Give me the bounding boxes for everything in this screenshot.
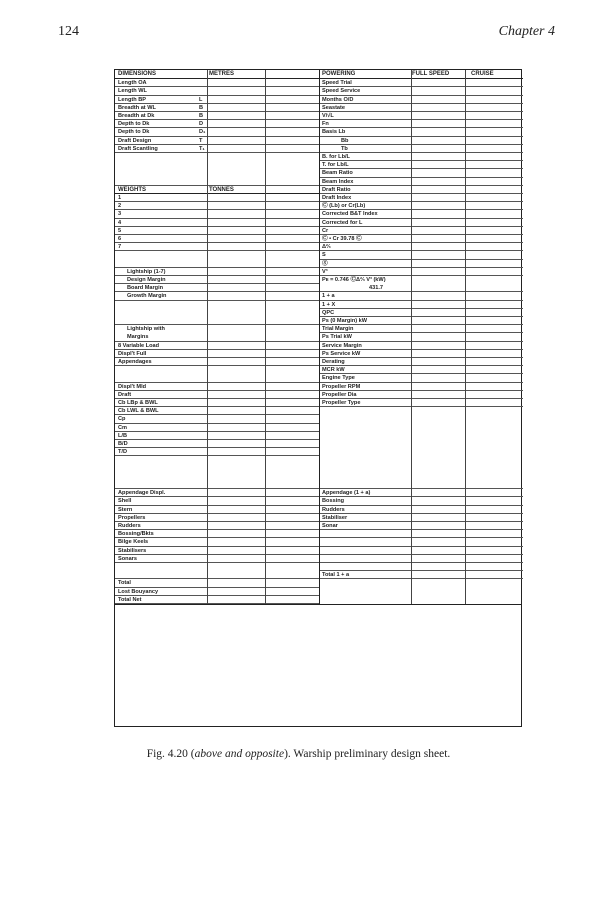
row-label: Growth Margin xyxy=(127,293,167,300)
row-label: V³ xyxy=(322,268,328,275)
table-row xyxy=(115,391,319,399)
table-row xyxy=(319,120,523,128)
table-row xyxy=(319,169,523,177)
table-row xyxy=(115,538,319,546)
table-row xyxy=(115,571,319,579)
table-row xyxy=(319,161,523,169)
row-label: 7 xyxy=(118,244,122,251)
table-row xyxy=(115,219,319,227)
table-row xyxy=(319,235,523,243)
table-row xyxy=(319,497,523,505)
table-row xyxy=(319,137,523,145)
table-row xyxy=(115,588,319,596)
table-row xyxy=(319,276,523,284)
table-row xyxy=(115,243,319,251)
table-row xyxy=(319,112,523,120)
row-label: Stern xyxy=(118,506,133,513)
row-label: T. for Lb/L xyxy=(322,162,349,169)
row-label: Design Margin xyxy=(127,277,166,283)
row-label: Cr xyxy=(322,227,329,234)
row-label: Bb xyxy=(341,137,349,144)
row-symbol: B xyxy=(199,113,204,119)
row-label: Speed Service xyxy=(322,88,361,95)
table-row xyxy=(115,530,319,538)
table-row xyxy=(319,128,523,136)
table-row xyxy=(319,79,523,87)
row-label: Propeller Dia xyxy=(322,391,357,398)
row-label: Ⓢ xyxy=(322,260,328,267)
row-label: Draft Index xyxy=(322,195,352,201)
row-label: Cm xyxy=(118,424,128,431)
table-bottom-rule xyxy=(115,604,521,605)
row-label: 431.7 xyxy=(369,285,383,292)
cruise-header: CRUISE xyxy=(471,71,494,77)
row-symbol: T xyxy=(199,137,203,144)
row-label: Rudders xyxy=(322,506,345,513)
row-label: Length OA xyxy=(118,80,147,87)
table-row xyxy=(115,374,319,382)
row-label: Corrected B&T Index xyxy=(322,211,378,218)
row-label: 2 xyxy=(118,203,122,210)
table-row xyxy=(319,301,523,309)
table-row xyxy=(319,194,523,202)
row-label: Draft Design xyxy=(118,137,152,144)
row-label: MCR kW xyxy=(322,367,345,374)
table-row xyxy=(115,383,319,391)
table-row xyxy=(319,374,523,382)
row-label: Service Margin xyxy=(322,342,362,349)
row-label: Propeller RPM xyxy=(322,383,361,390)
row-label: Displ't Mld xyxy=(118,383,147,390)
table-row xyxy=(115,120,319,128)
table-row xyxy=(319,350,523,358)
row-label: 1 xyxy=(118,195,122,201)
table-row xyxy=(115,424,319,432)
tonnes-header: TONNES xyxy=(209,186,234,193)
table-row xyxy=(319,391,523,399)
row-symbol: T₁ xyxy=(199,145,205,152)
row-symbol: D xyxy=(199,121,204,128)
table-row xyxy=(319,383,523,391)
row-label: Lightship with xyxy=(127,326,165,333)
row-label: T/D xyxy=(118,449,128,456)
table-row xyxy=(115,292,319,300)
row-label: Cb LWL & BWL xyxy=(118,408,159,415)
row-label: Propeller Type xyxy=(322,400,361,406)
table-row xyxy=(115,325,319,333)
row-label: 1 + X xyxy=(322,301,336,308)
row-label: Appendage Displ. xyxy=(118,490,166,497)
page-number: 124 xyxy=(58,24,79,39)
table-row xyxy=(319,563,523,571)
design-sheet xyxy=(114,69,522,727)
table-row xyxy=(319,571,523,579)
row-label: Months O/D xyxy=(322,96,354,103)
row-label: Depth to Dk xyxy=(118,121,150,128)
row-label: Shell xyxy=(118,498,132,505)
row-label: 5 xyxy=(118,227,122,234)
row-label: Seastate xyxy=(322,104,346,111)
row-label: Rudders xyxy=(118,523,141,529)
table-row xyxy=(115,276,319,284)
row-label: Board Margin xyxy=(127,285,164,292)
table-row xyxy=(115,284,319,292)
table-row xyxy=(319,219,523,227)
table-row xyxy=(115,342,319,350)
table-row xyxy=(115,415,319,423)
table-row xyxy=(319,399,523,407)
row-label: 4 xyxy=(118,219,122,226)
row-label: Engine Type xyxy=(322,375,355,382)
table-row xyxy=(115,202,319,210)
table-divider xyxy=(465,70,466,604)
row-label: Ps Service kW xyxy=(322,350,361,357)
row-label: 3 xyxy=(118,211,122,218)
row-label: Length BP xyxy=(118,96,146,103)
table-row xyxy=(319,251,523,259)
row-label: Cb LBp & BWL xyxy=(118,400,158,406)
table-row xyxy=(115,79,319,87)
table-row xyxy=(115,87,319,95)
row-label: Ⓒ • Cr 39.78 Ⓒ xyxy=(322,236,362,242)
row-label: V/√L xyxy=(322,113,334,119)
table-row xyxy=(319,292,523,300)
table-row xyxy=(115,547,319,555)
row-label: Draft Scantling xyxy=(118,145,158,152)
row-label: Basis Lb xyxy=(322,129,346,136)
row-label: Tb xyxy=(341,145,348,152)
table-row xyxy=(115,178,319,186)
table-row xyxy=(319,538,523,546)
row-label: Draft xyxy=(118,391,132,398)
row-label: Depth to Dk xyxy=(118,129,150,136)
table-row xyxy=(319,506,523,514)
table-row xyxy=(115,481,319,489)
row-label: Bossing xyxy=(322,498,345,505)
row-label: Sonars xyxy=(118,555,137,562)
table-row xyxy=(319,514,523,522)
table-row xyxy=(115,440,319,448)
table-row xyxy=(115,506,319,514)
table-divider xyxy=(207,70,208,604)
table-row xyxy=(115,112,319,120)
row-label: Bilge Keels xyxy=(118,539,149,546)
table-row xyxy=(115,514,319,522)
weights-header: WEIGHTS xyxy=(118,186,146,193)
table-row xyxy=(319,522,523,530)
table-row xyxy=(115,210,319,218)
row-label: Fn xyxy=(322,121,329,128)
row-label: Displ't Full xyxy=(118,350,147,357)
table-row xyxy=(115,128,319,136)
table-row xyxy=(115,194,319,202)
table-row xyxy=(319,186,523,194)
row-label: Stabiliser xyxy=(322,514,348,521)
table-row xyxy=(115,227,319,235)
table-row xyxy=(115,596,319,604)
table-divider xyxy=(319,70,320,604)
powering-header: POWERING xyxy=(322,71,356,77)
table-row xyxy=(319,555,523,563)
table-row xyxy=(319,227,523,235)
row-label: Margins xyxy=(127,334,149,341)
row-label: Trial Margin xyxy=(322,326,354,333)
table-row xyxy=(319,358,523,366)
row-label: Beam Index xyxy=(322,178,354,185)
table-row xyxy=(319,178,523,186)
row-label: Lightship (1-7) xyxy=(127,268,166,275)
table-row xyxy=(319,333,523,341)
table-row xyxy=(319,243,523,251)
table-row xyxy=(115,268,319,276)
row-label: Appendages xyxy=(118,359,152,365)
table-row xyxy=(115,350,319,358)
table-row xyxy=(319,210,523,218)
row-label: Derating xyxy=(322,359,345,365)
row-label: Corrected for L xyxy=(322,219,363,226)
row-label: Appendage (1 + a) xyxy=(322,490,371,497)
row-label: Ps (0 Margin) kW xyxy=(322,318,368,324)
dimensions-header: DIMENSIONS xyxy=(118,71,157,77)
row-label: Length WL xyxy=(118,88,147,95)
table-row xyxy=(319,325,523,333)
table-row xyxy=(319,366,523,374)
row-label: Beam Ratio xyxy=(322,170,353,177)
table-divider xyxy=(411,70,412,604)
figure-caption: Fig. 4.20 (above and opposite). Warship preliminary design sheet. xyxy=(146,748,451,760)
row-label: 6 xyxy=(118,236,122,242)
table-row xyxy=(319,284,523,292)
table-row xyxy=(319,104,523,112)
table-row xyxy=(115,432,319,440)
table-row xyxy=(115,555,319,563)
table-row xyxy=(319,481,523,489)
table-row xyxy=(319,153,523,161)
metres-header: METRES xyxy=(209,71,235,77)
table-row xyxy=(115,358,319,366)
table-divider xyxy=(265,70,266,604)
row-label: Cp xyxy=(118,416,126,423)
row-label: Sonar xyxy=(322,523,338,529)
table-row xyxy=(319,96,523,104)
table-row xyxy=(115,489,319,497)
table-row xyxy=(115,497,319,505)
table-row xyxy=(115,137,319,145)
table-row xyxy=(115,96,319,104)
row-label: B. for Lb/L xyxy=(322,154,350,160)
row-label: Pᴇ = 0.746 ⒸΔ⅔ V³ (kW) xyxy=(322,277,386,283)
row-label: Speed Trial xyxy=(322,80,352,87)
weights-header-row xyxy=(115,186,319,194)
row-label: Total xyxy=(118,580,131,587)
row-label: Total Net xyxy=(118,596,142,603)
table-row xyxy=(319,268,523,276)
row-label: Total 1 + a xyxy=(322,572,350,579)
row-symbol: L xyxy=(199,96,203,103)
table-row xyxy=(115,333,319,341)
table-row xyxy=(319,530,523,538)
table-row xyxy=(115,104,319,112)
row-symbol: B xyxy=(199,104,204,111)
table-row xyxy=(319,342,523,350)
row-label: Draft Ratio xyxy=(322,186,351,193)
table-row xyxy=(115,317,319,325)
row-label: L/B xyxy=(118,432,128,439)
table-row xyxy=(319,87,523,95)
table-row xyxy=(115,235,319,243)
table-row xyxy=(319,317,523,325)
table-row xyxy=(115,448,319,456)
row-label: Ps Trial kW xyxy=(322,334,352,341)
row-label: 8 Variable Load xyxy=(118,342,160,349)
row-label: Ⓒ (Lb) or Cr(Lb) xyxy=(322,203,366,210)
row-label: 1 + a xyxy=(322,293,335,300)
row-label: Breadth at Dk xyxy=(118,113,155,119)
table-row xyxy=(319,145,523,153)
chapter-heading: Chapter 4 xyxy=(498,24,555,39)
full-speed-header: FULL SPEED xyxy=(412,71,450,77)
row-label: Stabilisers xyxy=(118,547,147,554)
row-label: B/D xyxy=(118,441,128,447)
table-row xyxy=(319,547,523,555)
table-row xyxy=(115,407,319,415)
row-label: Propellers xyxy=(118,514,146,521)
table-row xyxy=(115,522,319,530)
table-row xyxy=(115,399,319,407)
table-row xyxy=(319,309,523,317)
table-row xyxy=(115,260,319,268)
table-row xyxy=(319,489,523,497)
table-row xyxy=(319,202,523,210)
row-symbol: D₁ xyxy=(199,129,206,136)
row-label: S xyxy=(322,252,326,259)
table-row xyxy=(115,145,319,153)
row-label: Lost Bouyancy xyxy=(118,588,159,595)
row-label: Breadth at WL xyxy=(118,104,156,111)
row-label: Δ⅔ xyxy=(322,244,331,251)
table-row xyxy=(319,260,523,268)
table-row xyxy=(115,579,319,587)
row-label: QPC xyxy=(322,309,335,316)
row-label: Bossing/Bkts xyxy=(118,531,154,538)
